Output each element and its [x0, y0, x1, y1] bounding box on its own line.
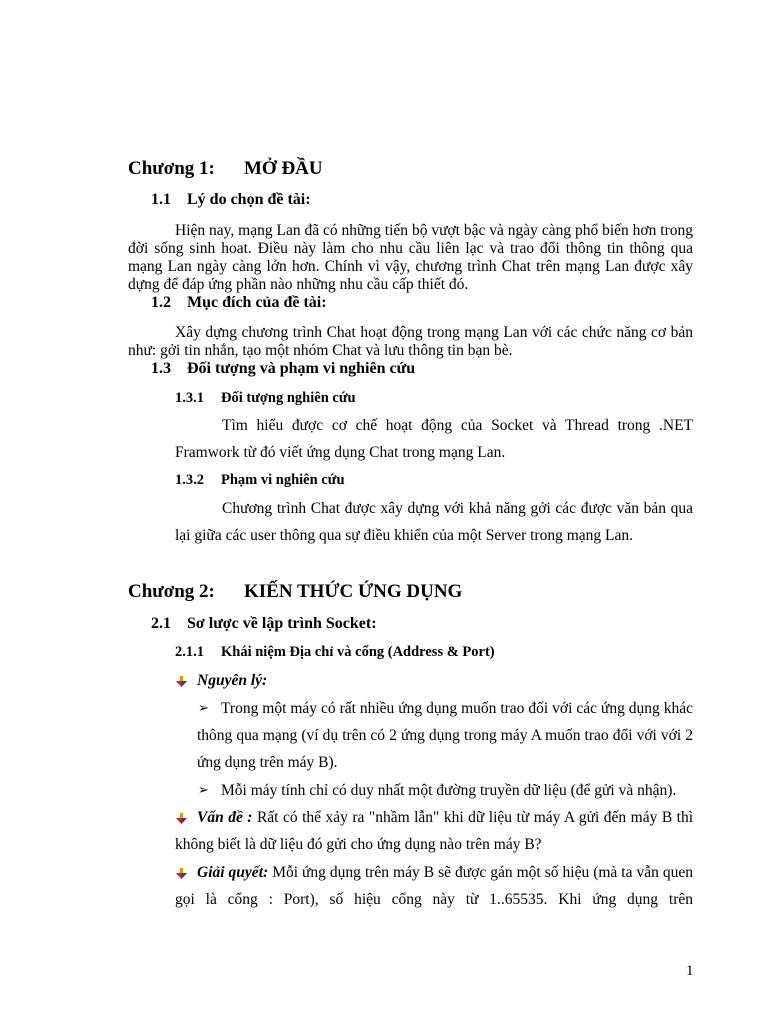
chapter-1-number: Chương 1:: [128, 158, 215, 179]
chapter-1-title: MỞ ĐẦU: [244, 158, 323, 179]
chapter-1-heading: [128, 158, 323, 180]
problem-paragraph: [175, 804, 693, 858]
principle-point-2: Mỗi máy tính chỉ có duy nhất một đường truyền dữ liệu (để gửi và nhận).: [221, 782, 677, 799]
section-1-3-title: Đối tượng và phạm vi nghiên cứu: [187, 360, 416, 377]
section-2-1-1-title: Khái niệm Địa chỉ và cổng (Address & Port): [221, 644, 495, 660]
chapter-2-number: Chương 2:: [128, 581, 215, 602]
problem-text: Rất có thể xảy ra "nhầm lẫn" khi dữ liệu từ máy A gửi đến máy B thì không biết là dữ liệu đó gửi cho ứng dụng nào trên máy B?: [175, 809, 693, 853]
section-1-3-2-number: 1.3.2: [175, 472, 204, 488]
section-2-1-heading: [151, 615, 377, 633]
chapter-2-heading: [128, 581, 462, 603]
section-1-3-number: 1.3: [151, 360, 171, 377]
section-1-2-paragraph: Xây dựng chương trình Chat hoạt động trong mạng Lan với các chức năng cơ bản như: gởi tin nhắn, tạo một nhóm Chat và lưu thông tin bạn bè.: [128, 324, 693, 359]
section-1-1-paragraph: Hiện nay, mạng Lan đã có những tiến bộ vượt bậc và ngày càng phổ biến hơn trong đời sống sinh hoat. Điều này làm cho nhu cầu liên lạc và trao đổi thông tin thông qua mạng Lan ngày càng lớn hơn. Chính vì vậy, chương trình Chat trên mạng Lan được xây dựng để đáp ứng phần nào những nhu cầu cấp thiết đó.: [128, 222, 693, 293]
arrowhead-bullet-icon: ➢: [198, 783, 209, 798]
section-1-3-1-title: Đối tượng nghiên cứu: [221, 390, 356, 406]
solution-label: Giải quyết:: [197, 864, 269, 881]
section-1-1-title: Lý do chọn đề tài:: [187, 191, 311, 208]
section-1-2-heading: [151, 294, 327, 312]
arrowhead-bullet-icon: ➢: [198, 701, 209, 716]
section-1-1-heading: [151, 191, 311, 209]
section-2-1-number: 2.1: [151, 615, 171, 632]
section-1-3-2-paragraph: Chương trình Chat được xây dựng với khả năng gởi các được văn bản qua lại giữa các user thông qua sự điều khiển của một Server trong mạng Lan.: [175, 500, 693, 544]
decorative-arrow-bullet-icon: [175, 676, 188, 688]
section-1-3-2-title: Phạm vi nghiên cứu: [221, 472, 345, 488]
page-number: 1: [686, 963, 694, 979]
principle-point-1: Trong một máy có rất nhiều ứng dụng muốn trao đối với các ứng dụng khác thông qua mạng (ví dụ trên có 2 ứng dụng trong máy A muốn trao đổi với với 2 ứng dụng trên máy B).: [197, 700, 693, 771]
section-2-1-1-number: 2.1.1: [175, 644, 204, 660]
principle-label: Nguyên lý:: [197, 672, 268, 689]
section-1-2-number: 1.2: [151, 294, 171, 311]
section-1-1-number: 1.1: [151, 191, 171, 208]
section-2-1-title: Sơ lược về lập trình Socket:: [187, 615, 377, 632]
section-1-3-2-heading: [175, 472, 345, 489]
section-1-3-1-heading: [175, 390, 356, 407]
chapter-2-title: KIẾN THỨC ỨNG DỤNG: [244, 581, 463, 602]
section-1-3-1-paragraph: Tìm hiểu được cơ chế hoạt động của Socket và Thread trong .NET Framwork từ đó viết ứng dụng Chat trong mạng Lan.: [175, 417, 693, 461]
section-1-3-heading: [151, 360, 415, 378]
section-1-3-1-number: 1.3.1: [175, 390, 204, 406]
solution-paragraph: [175, 859, 693, 913]
solution-text: Mỗi ứng dụng trên máy B sẽ được gán một số hiệu (mà ta vẫn quen gọi là cổng : Port), số hiệu cổng này từ 1..65535. Khi ứng dụng trên: [175, 864, 694, 908]
section-1-2-title: Mục đích của đề tài:: [187, 294, 327, 311]
section-2-1-1-heading: [175, 644, 495, 661]
problem-label: Vấn đề :: [197, 809, 253, 826]
